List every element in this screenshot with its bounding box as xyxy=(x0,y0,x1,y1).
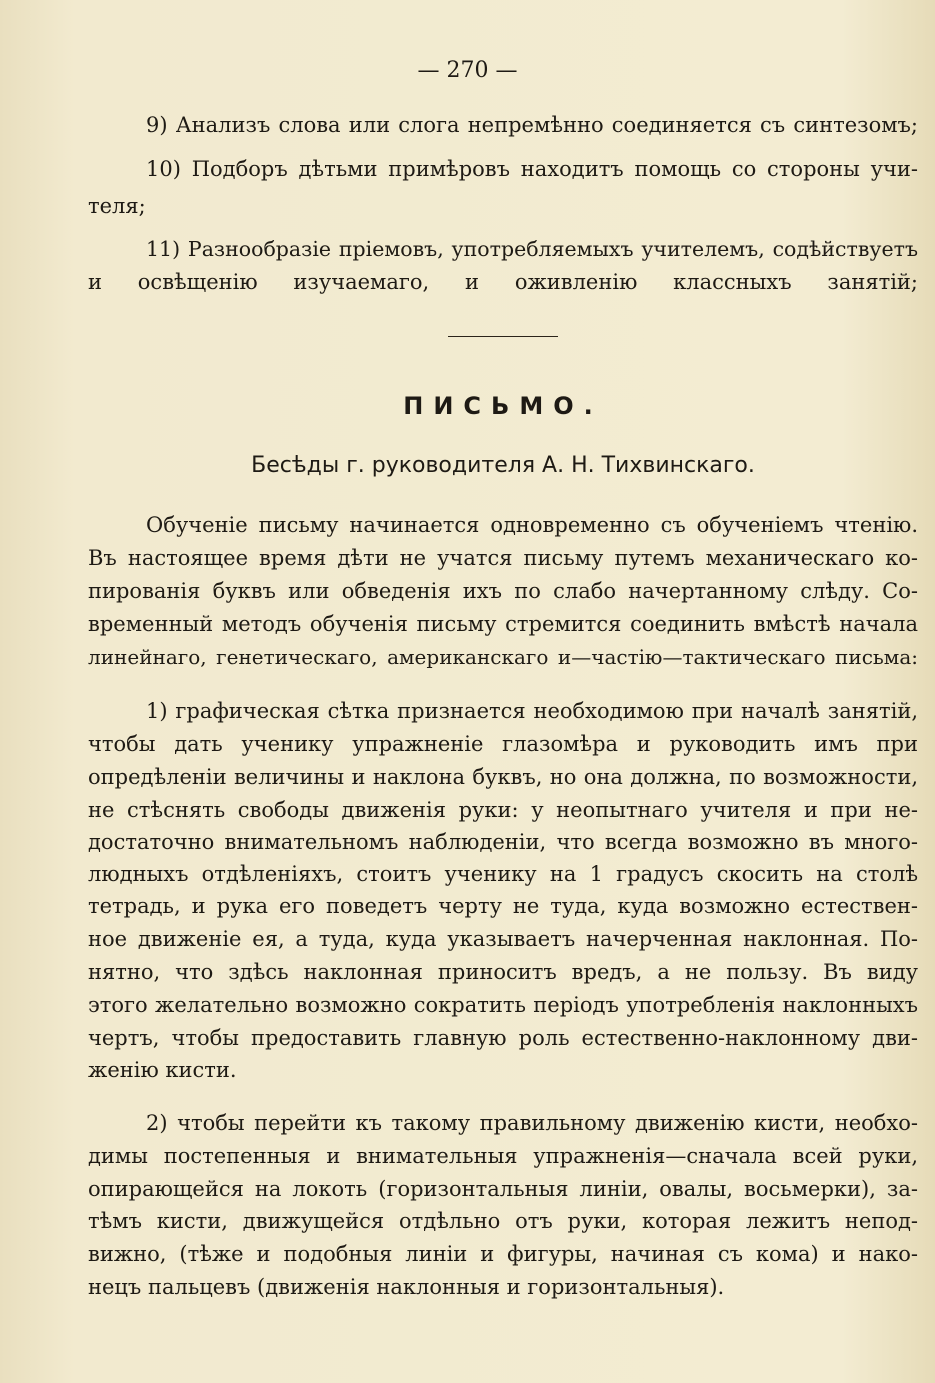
paragraph-line: Въ настоящее время дѣти не учатся письму путемъ механическаго ко- xyxy=(88,546,918,570)
paragraph-line: пированія буквъ или обведенія ихъ по слабо начертанному слѣду. Со- xyxy=(88,579,918,603)
section-divider xyxy=(448,336,558,337)
paragraph-line: достаточно внимательномъ наблюденіи, что всегда возможно въ много- xyxy=(88,830,918,854)
paragraph-line: тетрадь, и рука его поведетъ черту не туда, куда возможно естествен- xyxy=(88,894,918,918)
paragraph-line: димы постепенныя и внимательныя упражненія—сначала всей руки, xyxy=(88,1144,918,1168)
paragraph-line: временный методъ обученія письму стремится соединить вмѣстѣ начала xyxy=(88,612,918,636)
paragraph-line: женію кисти. xyxy=(88,1058,237,1082)
paragraph-line: 10) Подборъ дѣтьми примѣровъ находитъ помощь со стороны учи- xyxy=(146,157,918,181)
paragraph-line: 11) Разнообразіе пріемовъ, употребляемыхъ учителемъ, содѣйствуетъ xyxy=(146,237,918,261)
paragraph-line: нятно, что здѣсь наклонная приноситъ вредъ, а не пользу. Въ виду xyxy=(88,960,918,984)
paragraph-line: 9) Анализъ слова или слога непремѣнно соединяется съ синтезомъ; xyxy=(146,113,918,137)
paragraph-line: 1) графическая сѣтка признается необходимою при началѣ занятій, xyxy=(146,699,918,723)
paragraph-line: опредѣленіи величины и наклона буквъ, но она должна, по возможности, xyxy=(88,765,918,789)
paragraph-line: и освѣщенію изучаемаго, и оживленію классныхъ занятій; xyxy=(88,270,918,294)
paragraph-line: нецъ пальцевъ (движенія наклонныя и горизонтальныя). xyxy=(88,1275,725,1299)
paragraph-line: 2) чтобы перейти къ такому правильному движенію кисти, необхо- xyxy=(146,1111,918,1135)
page-number: — 270 — xyxy=(417,58,518,83)
paragraph-line: людныхъ отдѣленіяхъ, стоитъ ученику на 1 градусъ скосить на столѣ xyxy=(88,862,918,886)
paragraph-line: чтобы дать ученику упражненіе глазомѣра и руководить имъ при xyxy=(88,732,918,756)
paragraph-line: Обученіе письму начинается одновременно съ обученіемъ чтенію. xyxy=(146,513,918,537)
section-subheading: Бесѣды г. руководителя А. Н. Тихвинскаго. xyxy=(251,453,755,478)
section-heading: ПИСЬМО. xyxy=(403,392,603,420)
paragraph-line: чертъ, чтобы предоставить главную роль естественно-наклонному дви- xyxy=(88,1026,918,1050)
paragraph-line: не стѣснять свободы движенія руки: у неопытнаго учителя и при не- xyxy=(88,798,918,822)
paragraph-line: тѣмъ кисти, движущейся отдѣльно отъ руки, которая лежитъ непод- xyxy=(88,1209,918,1233)
paragraph-line: опирающейся на локоть (горизонтальныя линіи, овалы, восьмерки), за- xyxy=(88,1177,918,1201)
paragraph-line: этого желательно возможно сократить періодъ употребленія наклонныхъ xyxy=(88,993,918,1017)
paragraph-line: линейнаго, генетическаго, американскаго и—частію—тактическаго письма: xyxy=(88,645,918,669)
paragraph-line: ное движеніе ея, а туда, куда указываетъ начерченная наклонная. По- xyxy=(88,927,918,951)
paragraph-line: теля; xyxy=(88,194,146,218)
paragraph-line: вижно, (тѣже и подобныя линіи и фигуры, начиная съ кома) и нако- xyxy=(88,1242,918,1266)
